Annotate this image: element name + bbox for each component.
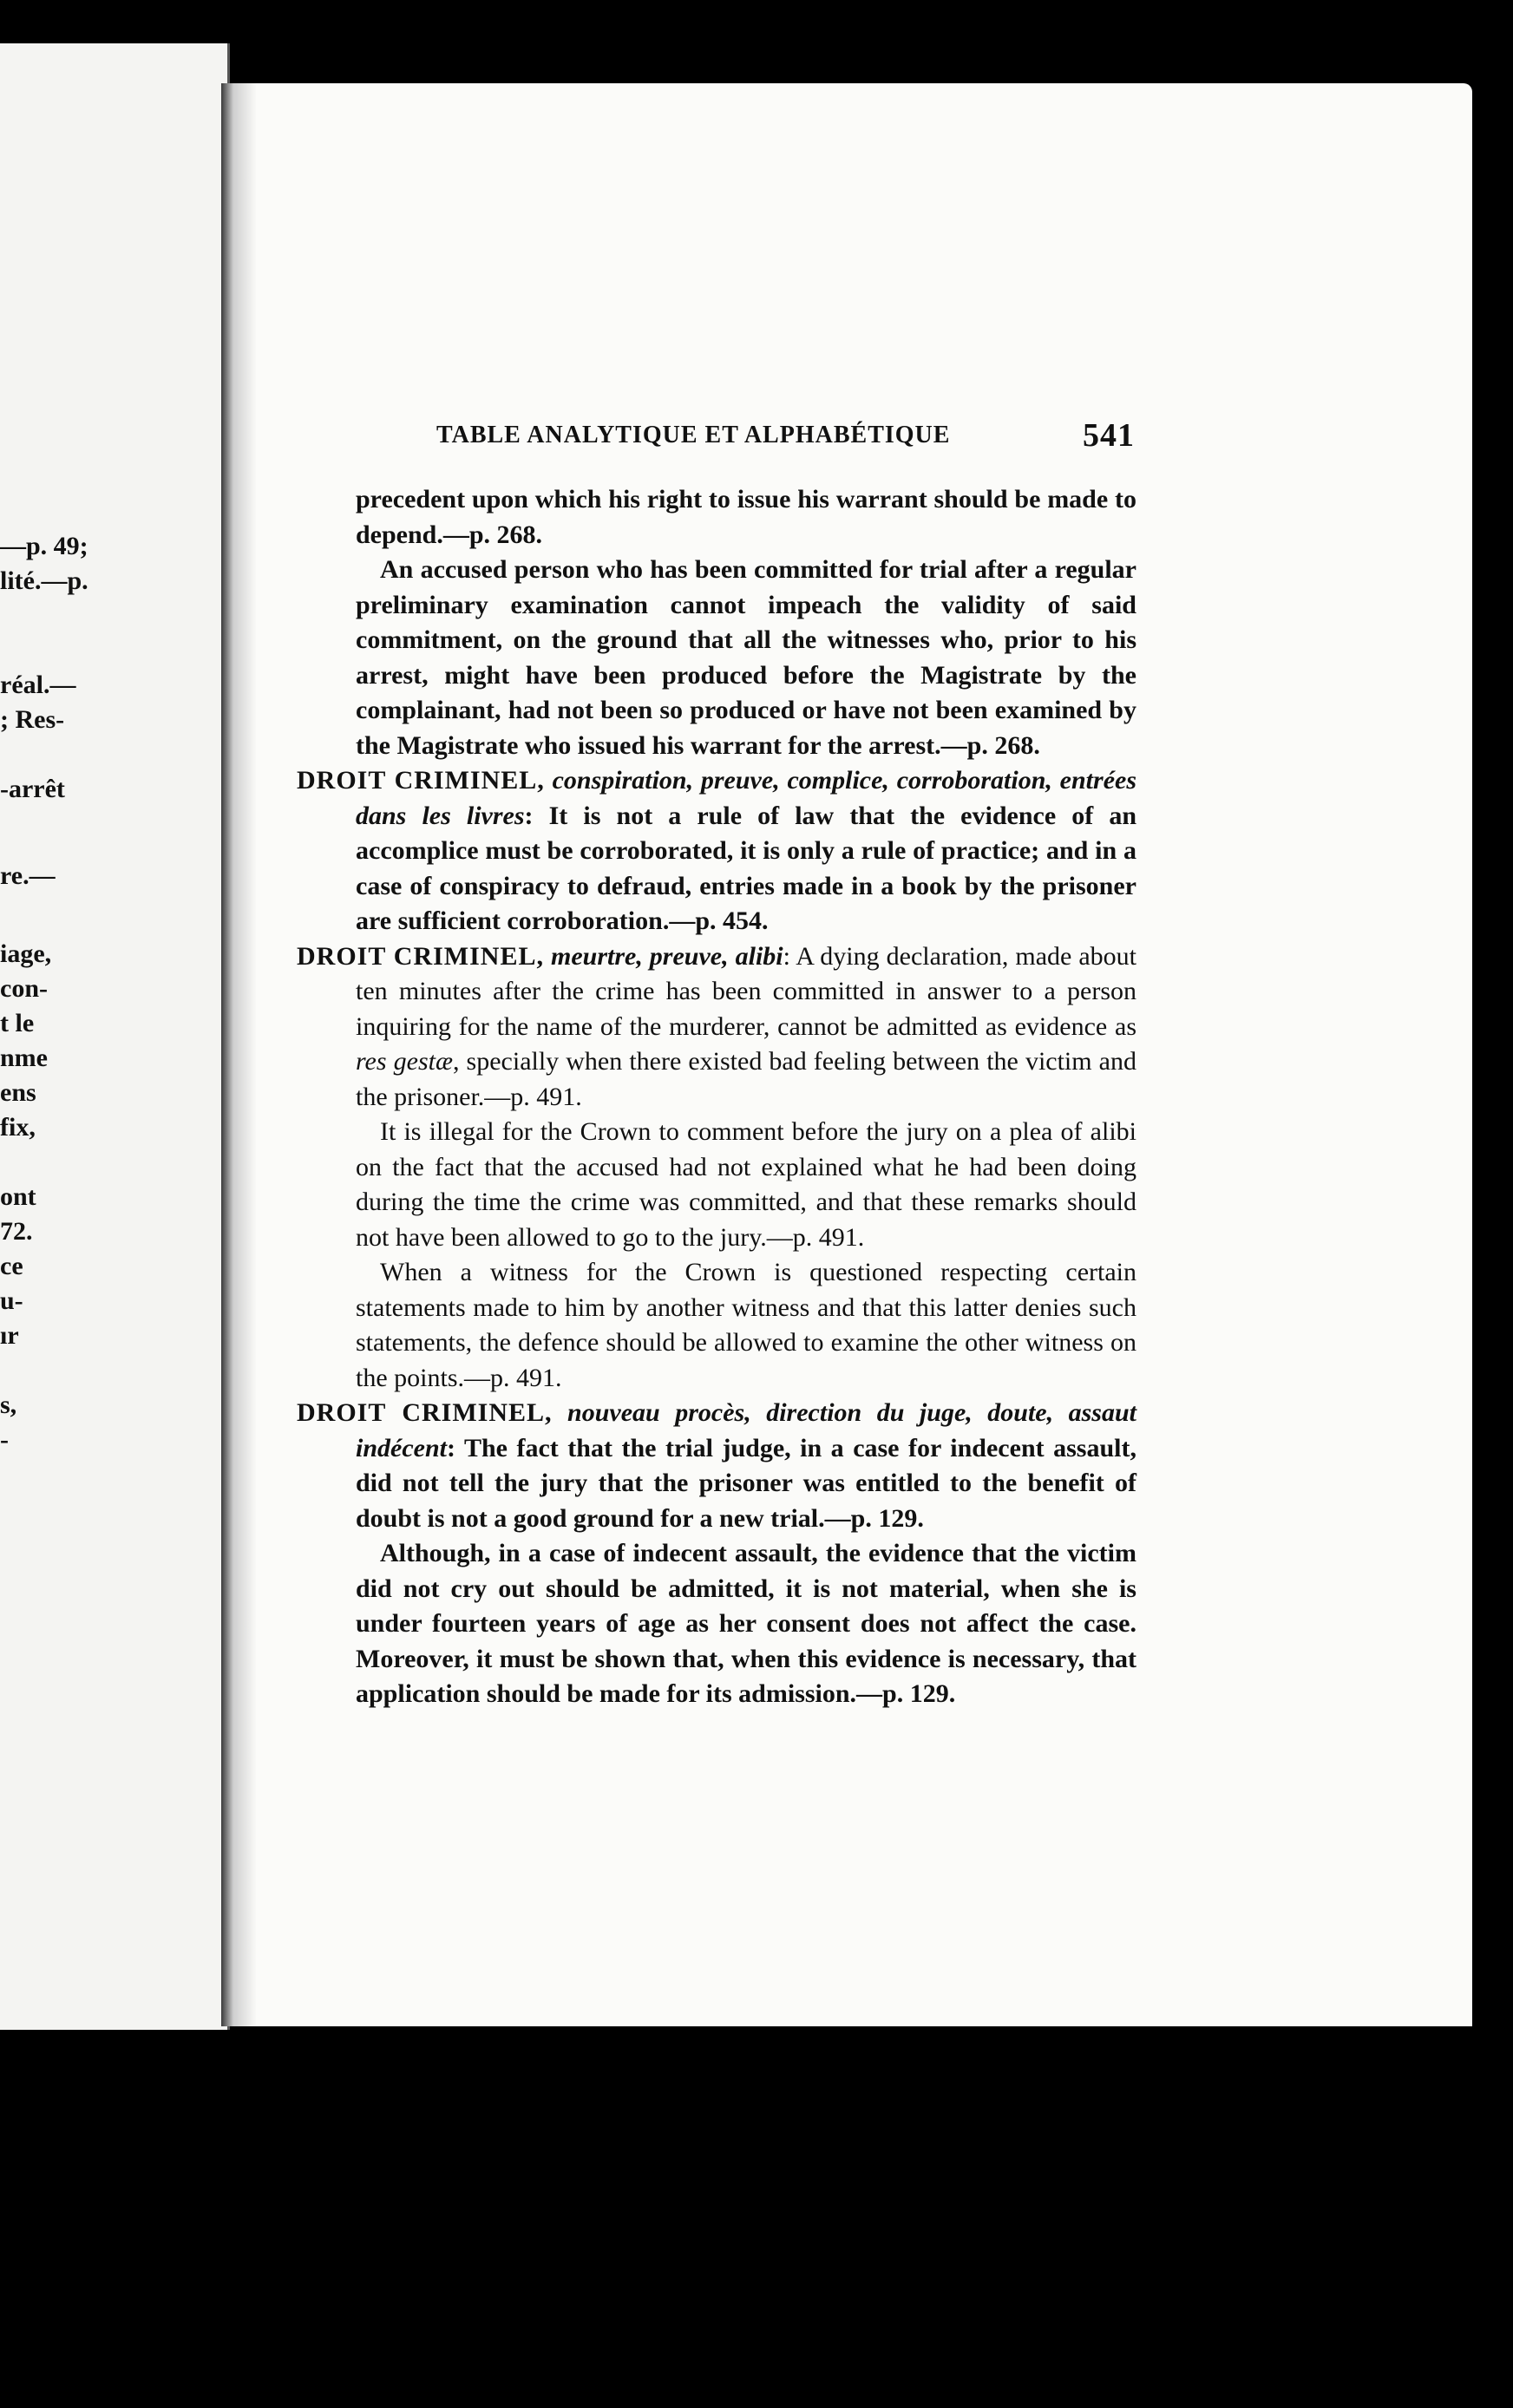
- book-gutter: [221, 83, 256, 2026]
- left-fragment: ont: [0, 1182, 36, 1211]
- paragraph: Although, in a case of indecent assault, the evidence that the victim did not cry out should be admitted, it is not material, when she is under fourteen years of age as her consent does not affect the case. Moreover, it must be shown that, when this evidence is necessary, that application should be made for its admission.—p. 129.: [356, 1539, 1136, 1708]
- left-fragment: ce: [0, 1252, 23, 1280]
- left-fragment: réal.—: [0, 671, 76, 699]
- entry-italic-term: res gestæ: [356, 1047, 453, 1076]
- left-fragment: ır: [0, 1321, 19, 1350]
- entry-keywords: conspiration, preuve, complice, corroboration, entrées dans les livres: [356, 766, 1136, 830]
- running-header: [436, 417, 1135, 460]
- entry-text: , specially when there existed bad feeling between the victim and the prisoner.—p. 491.: [356, 1047, 1136, 1111]
- index-entry: [286, 939, 1136, 1116]
- left-page: [0, 43, 230, 2030]
- entry-heading: DROIT CRIMINEL,: [297, 1398, 553, 1427]
- left-fragment: ens: [0, 1078, 36, 1107]
- left-fragment: ; Res-: [0, 705, 65, 734]
- entry-text: : The fact that the trial judge, in a case for indecent assault, did not tell the jury that the prisoner was entitled to the benefit of doubt is not a good ground for a new trial.—p. 129.: [356, 1433, 1136, 1533]
- left-fragment: u-: [0, 1286, 23, 1315]
- left-fragment: 72.: [0, 1217, 33, 1246]
- paragraph: precedent upon which his right to issue his warrant should be made to depend.—p. 268.: [356, 485, 1136, 549]
- page-number: 541: [1083, 417, 1135, 454]
- page-body: [286, 482, 1136, 1712]
- left-fragment: fix,: [0, 1113, 36, 1142]
- index-entry: [286, 763, 1136, 939]
- left-fragment: re.—: [0, 861, 56, 890]
- left-fragment: con-: [0, 974, 48, 1003]
- entry-heading: DROIT CRIMINEL,: [297, 766, 545, 795]
- left-fragment: lité.—p.: [0, 566, 88, 595]
- left-fragment: —p. 49;: [0, 532, 88, 560]
- index-entry: [286, 1396, 1136, 1536]
- left-fragment: iage,: [0, 939, 52, 968]
- paragraph: An accused person who has been committed for trial after a regular preliminary examination cannot impeach the validity of said commitment, on the ground that all the witnesses who, prior to his arrest, might have been produced before the Magistrate by the complainant, had not been so produced or have not been examined by the Magistrate who issued his warrant for the arrest.—p. 268.: [356, 555, 1136, 760]
- entry-keywords: meurtre, preuve, alibi: [550, 941, 783, 971]
- left-fragment: t le: [0, 1009, 35, 1037]
- left-fragment: s,: [0, 1390, 17, 1419]
- header-title: TABLE ANALYTIQUE ET ALPHABÉTIQUE: [436, 422, 951, 448]
- entry-text: : A dying declaration, made about ten minutes after the crime has been committed in answer to a person inquiring for the name of the murderer, cannot be admitted as evidence as: [356, 941, 1136, 1041]
- left-fragment: nme: [0, 1044, 48, 1072]
- left-fragment: -: [0, 1425, 9, 1454]
- entry-heading: DROIT CRIMINEL,: [297, 941, 544, 971]
- paragraph: When a witness for the Crown is questioned respecting certain statements made to him by another witness and that this latter denies such statements, the defence should be allowed to examine the other witness on the points.—p. 491.: [356, 1258, 1136, 1392]
- entry-text: : It is not a rule of law that the evidence of an accomplice must be corroborated, it is only a rule of practice; and in a case of conspiracy to defraud, entries made in a book by the prisoner are sufficient corroboration.—p. 454.: [356, 801, 1137, 935]
- paragraph: It is illegal for the Crown to comment before the jury on a plea of alibi on the fact that the accused had not explained what he had been doing during the time the crime was committed, and that these remarks should not have been allowed to go to the jury.—p. 491.: [356, 1117, 1136, 1252]
- left-fragment: -arrêt: [0, 775, 65, 803]
- entry-keywords: nouveau procès, direction du juge, doute, assaut indécent: [356, 1398, 1136, 1462]
